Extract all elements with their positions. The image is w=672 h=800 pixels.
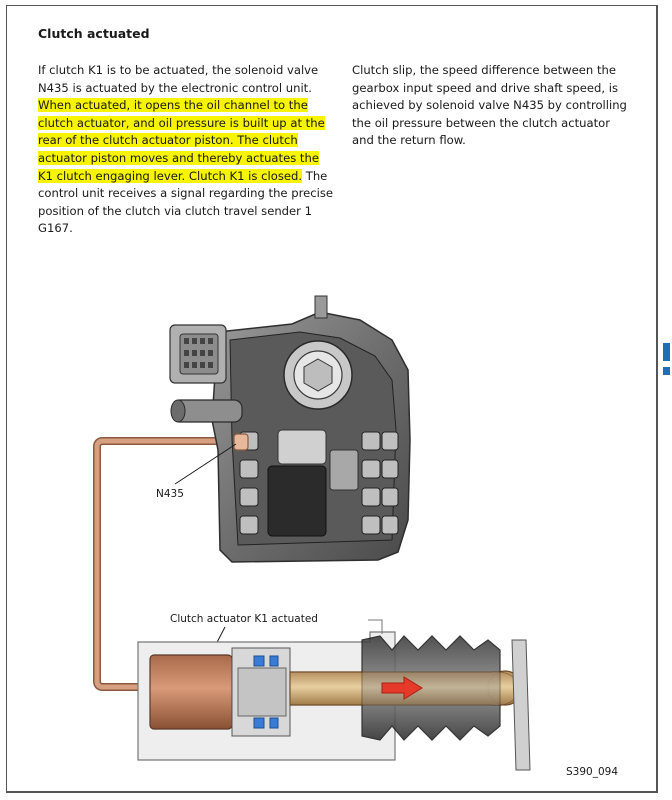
- label-n435: N435: [156, 488, 184, 500]
- mechatronic-unit: [170, 296, 410, 562]
- highlighted-text: When actuated, it opens the oil channel to the clutch actuator, and oil pressure is built up at the rear of the clutch actuator piston. The clutch actuator piston moves and thereby actuates the K1 clutch engaging lever. Clutch K1 is closed.: [38, 98, 325, 183]
- clutch-actuator-assembly: [138, 620, 530, 770]
- figure-id: S390_094: [566, 766, 618, 778]
- right-column-text: Clutch slip, the speed difference between the gearbox input speed and drive shaft speed, is achieved by solenoid valve N435 by controlling the oil pressure between the clutch actuator and the return flow.: [352, 63, 627, 148]
- label-clutch-actuator: Clutch actuator K1 actuated: [170, 613, 318, 625]
- intro-text: If clutch K1 is to be actuated, the solenoid valve N435 is actuated by the electronic control unit.: [38, 63, 319, 95]
- outro-text: The control unit receives a signal regarding the precise position of the clutch via clutch travel sender 1 G167.: [38, 168, 334, 236]
- section-title: Clutch actuated: [38, 26, 150, 41]
